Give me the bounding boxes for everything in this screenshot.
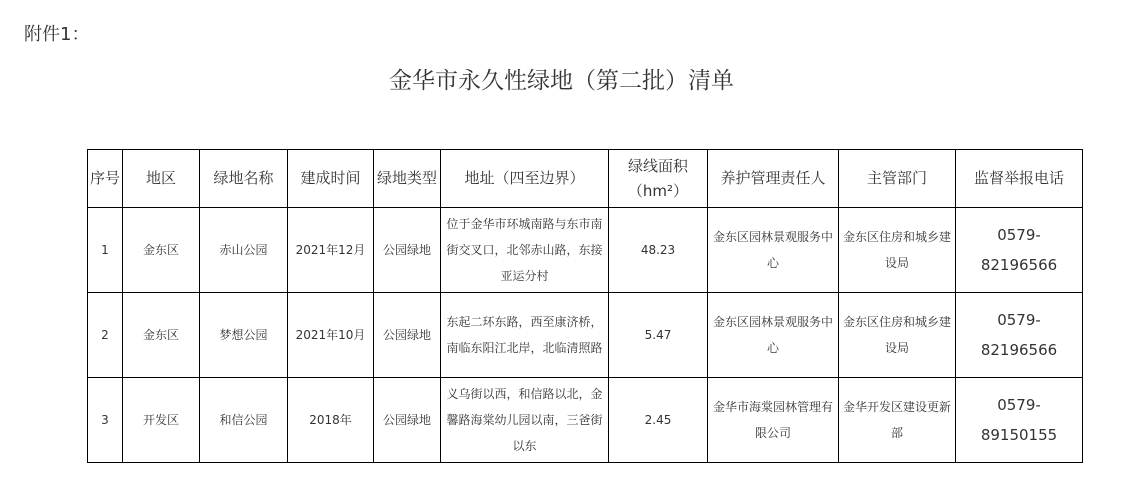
- cell-serial: 1: [88, 208, 123, 293]
- attachment-label: 附件1：: [24, 24, 90, 45]
- cell-phone: 0579-82196566: [956, 208, 1083, 293]
- cell-area: 5.47: [609, 293, 708, 378]
- cell-name: 和信公园: [200, 378, 288, 463]
- header-type: 绿地类型: [374, 150, 441, 208]
- table-row: [88, 293, 1083, 378]
- cell-name: 赤山公园: [200, 208, 288, 293]
- cell-caretaker: 金东区园林景观服务中心: [708, 208, 839, 293]
- cell-address: 东起二环东路，西至康济桥，南临东阳江北岸，北临清照路: [441, 293, 609, 378]
- cell-department: 金东区住房和城乡建设局: [839, 293, 956, 378]
- cell-serial: 3: [88, 378, 123, 463]
- cell-district: 开发区: [123, 378, 200, 463]
- cell-built: 2021年12月: [288, 208, 374, 293]
- cell-built: 2021年10月: [288, 293, 374, 378]
- cell-caretaker: 金东区园林景观服务中心: [708, 293, 839, 378]
- page-title: 金华市永久性绿地（第二批）清单: [389, 68, 734, 94]
- header-name: 绿地名称: [200, 150, 288, 208]
- header-department: 主管部门: [839, 150, 956, 208]
- cell-department: 金东区住房和城乡建设局: [839, 208, 956, 293]
- cell-built: 2018年: [288, 378, 374, 463]
- header-caretaker: 养护管理责任人: [708, 150, 839, 208]
- header-address: 地址（四至边界）: [441, 150, 609, 208]
- cell-address: 位于金华市环城南路与东市南街交叉口，北邻赤山路，东接亚运分村: [441, 208, 609, 293]
- header-serial: 序号: [88, 150, 123, 208]
- cell-district: 金东区: [123, 293, 200, 378]
- cell-area: 2.45: [609, 378, 708, 463]
- cell-name: 梦想公园: [200, 293, 288, 378]
- table-header-row: [88, 150, 1083, 208]
- cell-caretaker: 金华市海棠园林管理有限公司: [708, 378, 839, 463]
- cell-type: 公园绿地: [374, 293, 441, 378]
- header-area: 绿线面积（hm²）: [609, 150, 708, 208]
- header-district: 地区: [123, 150, 200, 208]
- header-built: 建成时间: [288, 150, 374, 208]
- cell-type: 公园绿地: [374, 208, 441, 293]
- green-space-table: [87, 149, 1083, 463]
- header-phone: 监督举报电话: [956, 150, 1083, 208]
- cell-area: 48.23: [609, 208, 708, 293]
- cell-serial: 2: [88, 293, 123, 378]
- cell-district: 金东区: [123, 208, 200, 293]
- cell-type: 公园绿地: [374, 378, 441, 463]
- cell-department: 金华开发区建设更新部: [839, 378, 956, 463]
- cell-phone: 0579-89150155: [956, 378, 1083, 463]
- table-row: [88, 208, 1083, 293]
- cell-phone: 0579-82196566: [956, 293, 1083, 378]
- cell-address: 义乌街以西，和信路以北，金馨路海棠幼儿园以南，三爸街以东: [441, 378, 609, 463]
- table-row: [88, 378, 1083, 463]
